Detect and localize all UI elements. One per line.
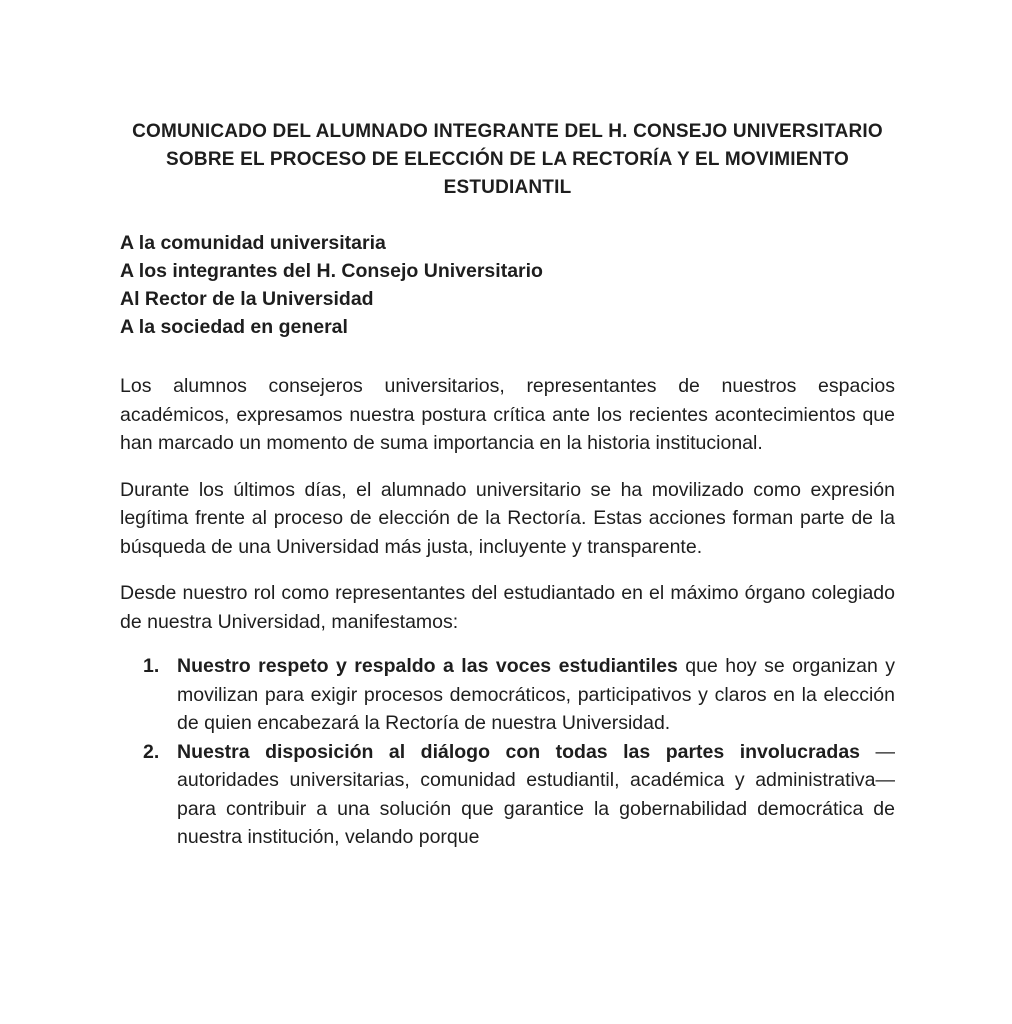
list-item	[143, 738, 895, 852]
list-item-rest: que hoy se organizan y movilizan para exigir procesos democráticos, participativos y claros en la elección de quien encabezará la Rectoría de nuestra Universidad.	[177, 655, 895, 734]
list-item-lead: Nuestra disposición al diálogo con todas las partes involucradas	[177, 740, 861, 763]
list-item-number: 2.	[143, 740, 160, 763]
list-item-rest: — autoridades universitarias, comunidad estudiantil, académica y administrativa— para contribuir a una solución que garantice la gobernabilidad democrática de nuestra institución, velando porque	[177, 740, 895, 848]
list-item	[143, 652, 895, 738]
body-paragraph-2: Durante los últimos días, el alumnado universitario se ha movilizado como expresión legítima frente al proceso de elección de la Rectoría. Estas acciones forman parte de la búsqueda de una Universidad más justa, incluyente y transparente.	[120, 478, 895, 558]
addressee-line-community: A la comunidad universitaria	[120, 232, 386, 254]
addressee-block	[120, 229, 895, 341]
body-paragraph-1: Los alumnos consejeros universitarios, representantes de nuestros espacios académicos, expresamos nuestra postura crítica ante los recientes acontecimientos que han marcado un momento de suma importancia en la historia institucional.	[120, 375, 895, 454]
list-item-text	[177, 738, 895, 852]
list-item-lead: Nuestro respeto y respaldo a las voces estudiantiles	[177, 655, 678, 677]
list-item-number: 1.	[143, 655, 160, 677]
addressee-line-council: A los integrantes del H. Consejo Universitario	[120, 260, 543, 282]
list-item-text	[177, 652, 895, 738]
manifesto-list	[120, 652, 895, 852]
body-paragraph-3: Desde nuestro rol como representantes del estudiantado en el máximo órgano colegiado de nuestra Universidad, manifestamos:	[120, 582, 895, 633]
addressee-line-rector: Al Rector de la Universidad	[120, 288, 374, 310]
addressee-line-society: A la sociedad en general	[120, 316, 348, 338]
document-title: COMUNICADO DEL ALUMNADO INTEGRANTE DEL H. CONSEJO UNIVERSITARIO SOBRE EL PROCESO DE ELECCIÓN DE LA RECTORÍA Y EL MOVIMIENTO ESTUDIANTIL	[132, 121, 883, 198]
